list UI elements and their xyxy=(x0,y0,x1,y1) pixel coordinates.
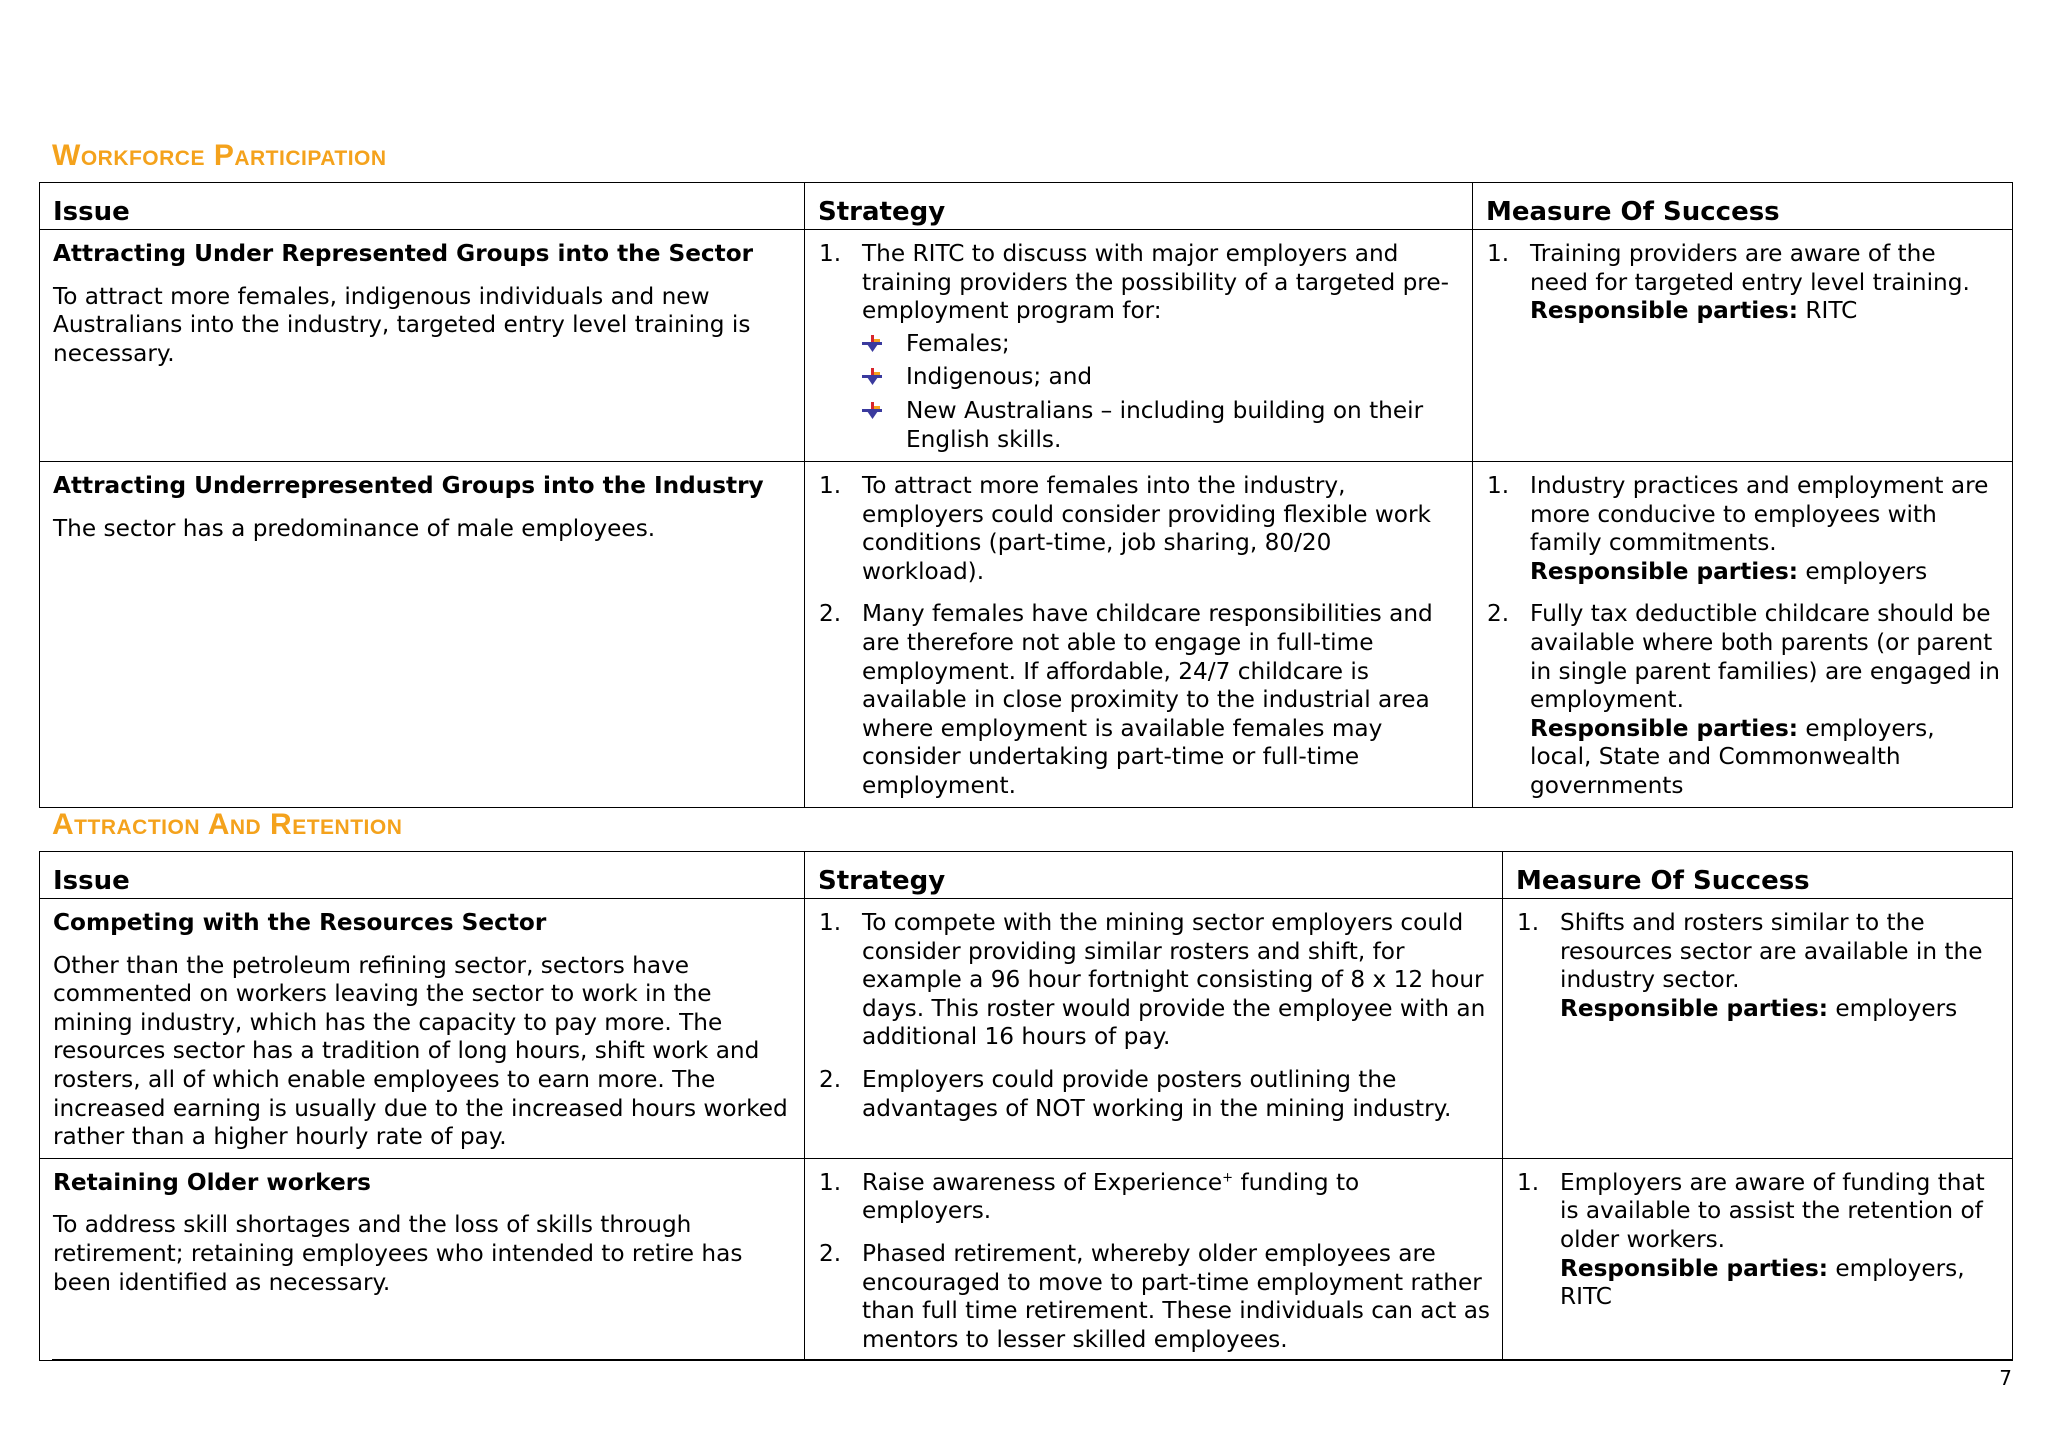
strategy-text: Employers could provide posters outlining the advantages of NOT working in the mining industry. xyxy=(862,1065,1452,1122)
measure-cell xyxy=(1503,1158,2013,1361)
list-number: 2. xyxy=(1487,600,1510,628)
measure-list xyxy=(1516,909,2000,1023)
responsible-parties-label: Responsible parties: xyxy=(1530,714,1799,742)
measure-list xyxy=(1516,1169,2000,1312)
footer-divider xyxy=(52,1359,2012,1360)
header-measure: Measure Of Success xyxy=(1473,183,2013,230)
responsible-parties-value: employers xyxy=(1798,557,1928,585)
list-number: 1. xyxy=(1487,472,1510,499)
issue-title: Competing with the Resources Sector xyxy=(53,909,547,936)
strategy-list xyxy=(818,240,1460,454)
strategy-cell xyxy=(805,462,1473,808)
list-item xyxy=(818,1169,1490,1226)
list-number: 2. xyxy=(819,1065,842,1093)
responsible-parties-value: employers xyxy=(1828,994,1958,1022)
list-item xyxy=(1516,1169,2000,1312)
strategy-text: Many females have childcare responsibilities and are therefore not able to engage in full-time employment. If affordable, 24/7 childcare is available in close proximity to the industrial area where employment is available females may consider undertaking part-time or full-time employment. xyxy=(862,600,1433,799)
arrow-bullet-icon xyxy=(862,402,884,420)
attraction-retention-table xyxy=(39,851,2013,1361)
bullet-text: Indigenous; and xyxy=(906,363,1093,391)
table-header-row xyxy=(40,852,2013,899)
page-number: 7 xyxy=(1999,1366,2012,1390)
strategy-text: Phased retirement, whereby older employees are encouraged to move to part-time employment rather than full time retirement. These individuals can act as mentors to lesser skilled employees. xyxy=(862,1239,1490,1353)
strategy-cell xyxy=(805,1158,1503,1361)
responsible-parties-label: Responsible parties: xyxy=(1560,1254,1829,1282)
strategy-list xyxy=(818,472,1460,801)
responsible-parties-label: Responsible parties: xyxy=(1530,557,1799,585)
measure-list xyxy=(1486,472,2000,801)
measure-text: Fully tax deductible childcare should be available where both parents (or parent in single parent families) are engaged in employment. xyxy=(1530,600,2000,714)
table-row xyxy=(40,230,2013,462)
header-strategy: Strategy xyxy=(805,183,1473,230)
list-item xyxy=(862,363,1460,392)
list-item xyxy=(818,1066,1490,1123)
strategy-text: The RITC to discuss with major employers and training providers the possibility of a targeted pre-employment program for: xyxy=(862,240,1449,325)
responsible-parties-value: employers, local, State and Commonwealth governments xyxy=(1530,714,1935,799)
measure-cell xyxy=(1473,462,2013,808)
list-item xyxy=(818,1240,1490,1354)
arrow-bullet-icon xyxy=(862,368,884,386)
list-number: 1. xyxy=(819,909,842,936)
measure-text: Industry practices and employment are more conducive to employees with family commitments. xyxy=(1530,472,1989,557)
header-issue: Issue xyxy=(40,183,805,230)
list-item xyxy=(1486,600,2000,800)
strategy-text: funding to employers. xyxy=(862,1168,1360,1225)
issue-text: To address skill shortages and the loss of skills through retirement; retaining employees who intended to retire has been identified as necessary. xyxy=(53,1211,743,1296)
header-measure: Measure Of Success xyxy=(1503,852,2013,899)
table-row xyxy=(40,899,2013,1159)
list-item xyxy=(862,330,1460,359)
table-row xyxy=(40,1158,2013,1361)
list-item xyxy=(818,240,1460,454)
arrow-bullet-icon xyxy=(862,335,884,353)
list-number: 1. xyxy=(819,240,842,267)
list-item xyxy=(818,472,1460,586)
responsible-parties-label: Responsible parties: xyxy=(1530,297,1799,325)
bullet-text: Females; xyxy=(906,329,1010,357)
list-item xyxy=(1486,472,2000,586)
measure-text: Employers are aware of funding that is available to assist the retention of older workers. xyxy=(1560,1168,1985,1253)
bullet-text: New Australians – including building on their English skills. xyxy=(906,396,1424,453)
strategy-text: To compete with the mining sector employers could consider providing similar rosters and shift, for example a 96 hour fortnight consisting of 8 x 12 hour days. This roster would provide the employee with an additional 16 hours of pay. xyxy=(862,909,1486,1051)
section-heading-attraction-and-retention: Attraction And Retention xyxy=(52,808,403,841)
issue-title: Attracting Underrepresented Groups into the Industry xyxy=(53,472,764,499)
measure-cell xyxy=(1473,230,2013,462)
issue-cell xyxy=(40,230,805,462)
bullet-list xyxy=(862,330,1460,454)
strategy-text: To attract more females into the industry, employers could consider providing flexible work conditions (part-time, job sharing, 80/20 workload). xyxy=(862,472,1431,585)
list-number: 1. xyxy=(1517,1168,1540,1196)
measure-text: Shifts and rosters similar to the resources sector are available in the industry sector. xyxy=(1560,909,1983,994)
workforce-participation-table xyxy=(39,182,2013,808)
superscript-plus: + xyxy=(1222,1170,1234,1186)
list-number: 1. xyxy=(819,472,842,499)
table-header-row xyxy=(40,183,2013,230)
list-number: 1. xyxy=(1487,240,1510,267)
list-item xyxy=(1516,909,2000,1023)
issue-cell xyxy=(40,462,805,808)
list-number: 2. xyxy=(819,600,842,628)
header-strategy: Strategy xyxy=(805,852,1503,899)
issue-text: To attract more females, indigenous individuals and new Australians into the industry, targeted entry level training is necessary. xyxy=(53,282,751,367)
list-number: 1. xyxy=(1517,909,1540,936)
list-number: 2. xyxy=(819,1239,842,1267)
header-issue: Issue xyxy=(40,852,805,899)
issue-cell xyxy=(40,899,805,1159)
responsible-parties-value: RITC xyxy=(1798,297,1858,325)
issue-text: Other than the petroleum refining sector, sectors have commented on workers leaving the sector to work in the mining industry, which has the capacity to pay more. The resources sector has a tradition of long hours, shift work and rosters, all of which enable employees to earn more. The increased earning is usually due to the increased hours worked rather than a higher hourly rate of pay. xyxy=(53,951,788,1151)
list-item xyxy=(1486,240,2000,326)
strategy-text: Raise awareness of Experience xyxy=(862,1168,1223,1196)
strategy-cell xyxy=(805,230,1473,462)
strategy-cell xyxy=(805,899,1503,1159)
strategy-list xyxy=(818,909,1490,1123)
measure-list xyxy=(1486,240,2000,326)
responsible-parties-value: employers, RITC xyxy=(1560,1254,1965,1311)
list-item xyxy=(862,397,1460,454)
strategy-list xyxy=(818,1169,1490,1355)
measure-text: Training providers are aware of the need for targeted entry level training. xyxy=(1530,240,1970,296)
responsible-parties-label: Responsible parties: xyxy=(1560,994,1829,1022)
measure-cell xyxy=(1503,899,2013,1159)
section-heading-workforce-participation: Workforce Participation xyxy=(52,139,387,172)
issue-title: Attracting Under Represented Groups into the Sector xyxy=(53,240,754,267)
issue-cell xyxy=(40,1158,805,1361)
list-number: 1. xyxy=(819,1168,842,1196)
list-item xyxy=(818,909,1490,1052)
issue-text: The sector has a predominance of male employees. xyxy=(53,514,656,542)
table-row xyxy=(40,462,2013,808)
list-item xyxy=(818,600,1460,800)
issue-title: Retaining Older workers xyxy=(53,1168,371,1196)
